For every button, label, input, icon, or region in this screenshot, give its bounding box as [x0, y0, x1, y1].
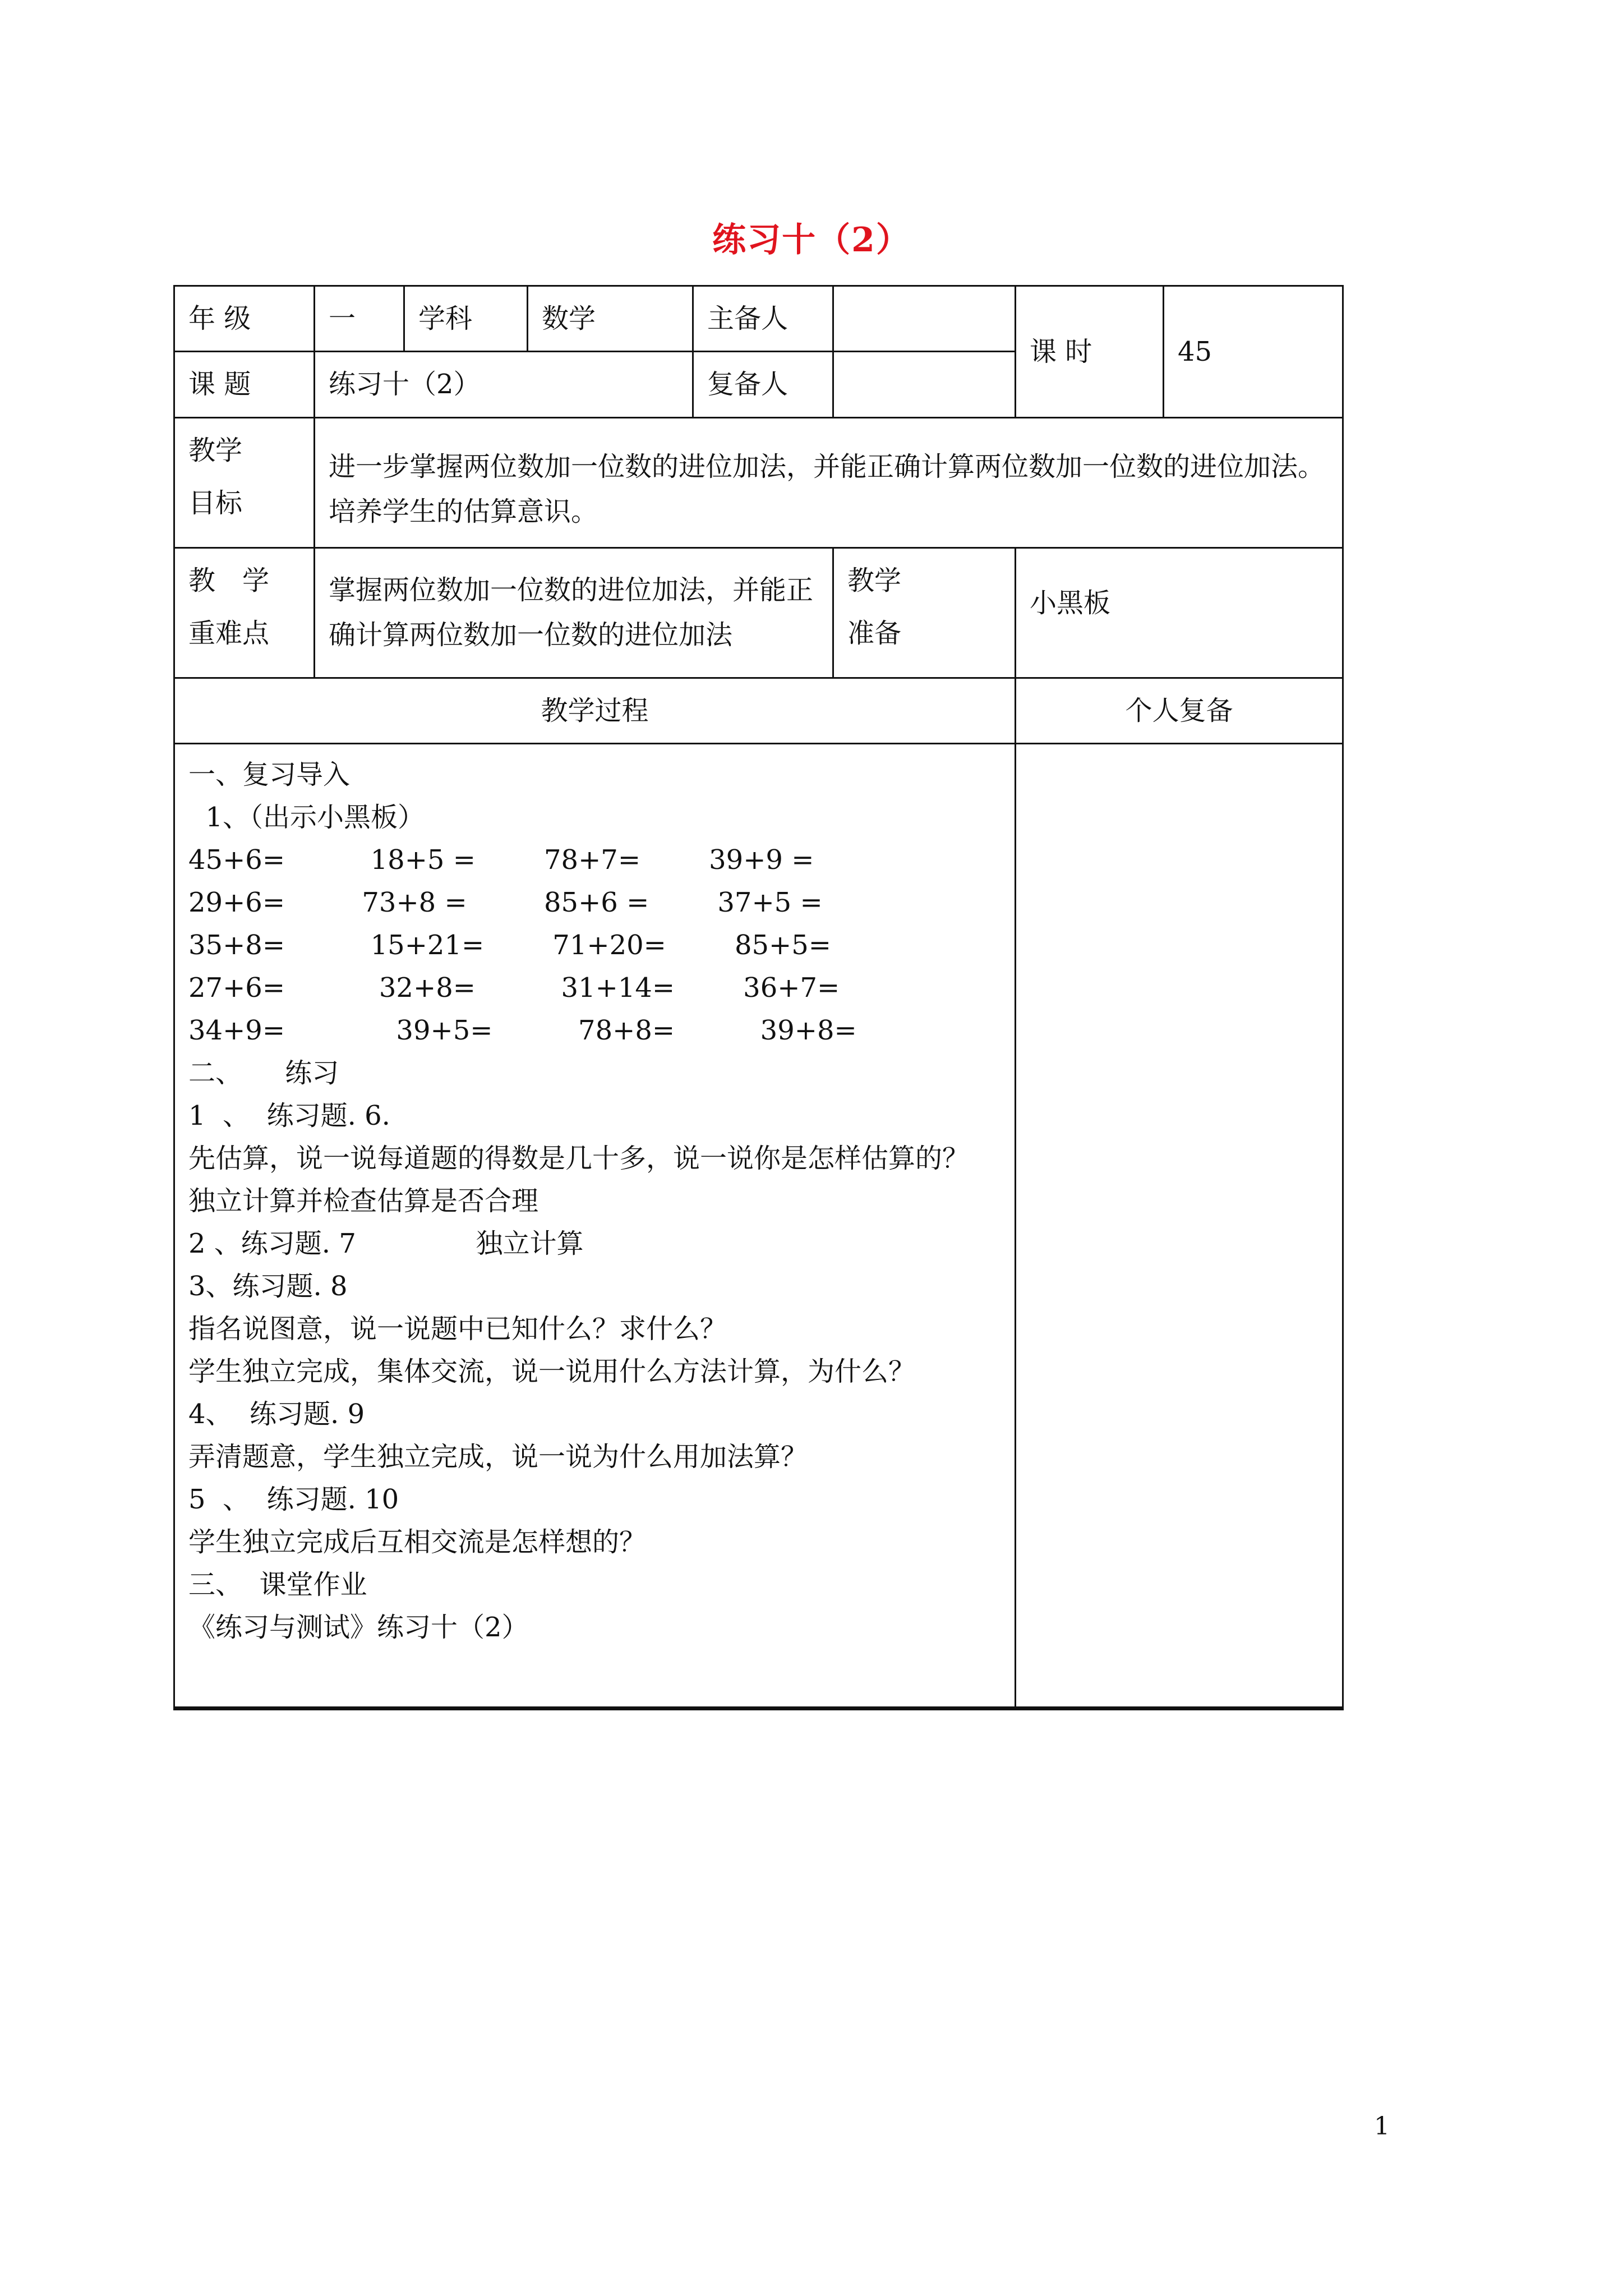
objectives-label	[174, 417, 315, 547]
process-header: 教学过程	[174, 678, 1016, 743]
process-line: 先估算，说一说每道题的得数是几十多，说一说你是怎样估算的？	[188, 1143, 970, 1175]
process-line: 2 、练习题. 7 独立计算	[188, 1228, 584, 1260]
process-line: 4、 练习题. 9	[188, 1398, 365, 1430]
process-line: 29+6= 73+8 = 85+6 = 37+5 =	[188, 887, 823, 919]
key-points-label-line2: 重难点	[188, 618, 270, 650]
process-line: 1、（出示小黑板）	[188, 802, 425, 834]
process-line: 34+9= 39+5= 78+8= 39+8=	[188, 1015, 857, 1047]
personal-notes	[1016, 744, 1343, 1709]
process-line: 弄清题意，学生独立完成，说一说为什么用加法算？	[188, 1441, 808, 1473]
process-line: 学生独立完成，集体交流，说一说用什么方法计算，为什么？	[188, 1356, 916, 1388]
grade-label: 年 级	[174, 286, 315, 352]
process-line: 27+6= 32+8= 31+14= 36+7=	[188, 972, 840, 1004]
key-points-label-line1: 教 学	[188, 564, 270, 596]
teaching-prep-value: 小黑板	[1016, 547, 1343, 678]
topic-label: 课 题	[174, 352, 315, 417]
process-line: 《练习与测试》练习十（2）	[188, 1612, 529, 1644]
process-line: 35+8= 15+21= 71+20= 85+5=	[188, 930, 831, 961]
teaching-prep-label	[833, 547, 1016, 678]
page-number: 1	[1374, 2112, 1390, 2141]
grade-value: 一	[315, 286, 404, 352]
process-line: 5 、 练习题. 10	[188, 1484, 399, 1516]
process-line: 3、练习题. 8	[188, 1271, 348, 1303]
period-value: 45	[1164, 286, 1343, 418]
teaching-prep-label-line1: 教学	[847, 564, 902, 596]
objectives-label-line2: 目标	[188, 487, 243, 519]
subject-value: 数学	[528, 286, 693, 352]
process-line: 三、 课堂作业	[188, 1569, 367, 1601]
co-preparer-value	[833, 352, 1016, 417]
process-content	[174, 744, 1016, 1709]
key-points-text: 掌握两位数加一位数的进位加法，并能正确计算两位数加一位数的进位加法	[315, 547, 833, 678]
process-line: 1 、 练习题. 6.	[188, 1100, 390, 1132]
main-preparer-label: 主备人	[693, 286, 833, 352]
teaching-prep-label-line2: 准备	[847, 618, 902, 650]
main-preparer-value	[833, 286, 1016, 352]
objectives-text: 进一步掌握两位数加一位数的进位加法，并能正确计算两位数加一位数的进位加法。培养学生的估算意识。	[315, 417, 1343, 547]
objectives-label-line1: 教学	[188, 434, 243, 466]
co-preparer-label: 复备人	[693, 352, 833, 417]
period-label: 课 时	[1016, 286, 1164, 418]
personal-header: 个人复备	[1016, 678, 1343, 743]
process-line: 45+6= 18+5 = 78+7= 39+9 =	[188, 844, 814, 876]
subject-label: 学科	[404, 286, 528, 352]
process-line: 二、 练习	[188, 1057, 339, 1089]
page-title: 练习十（2）	[712, 220, 911, 260]
process-line: 指名说图意，说一说题中已知什么？求什么？	[188, 1313, 727, 1345]
process-line: 独立计算并检查估算是否合理	[188, 1185, 539, 1217]
process-line: 一、复习导入	[188, 759, 351, 791]
lesson-plan-table	[173, 285, 1344, 1710]
key-points-label	[174, 547, 315, 678]
process-line: 学生独立完成后互相交流是怎样想的？	[188, 1526, 647, 1558]
topic-value: 练习十（2）	[315, 352, 693, 417]
